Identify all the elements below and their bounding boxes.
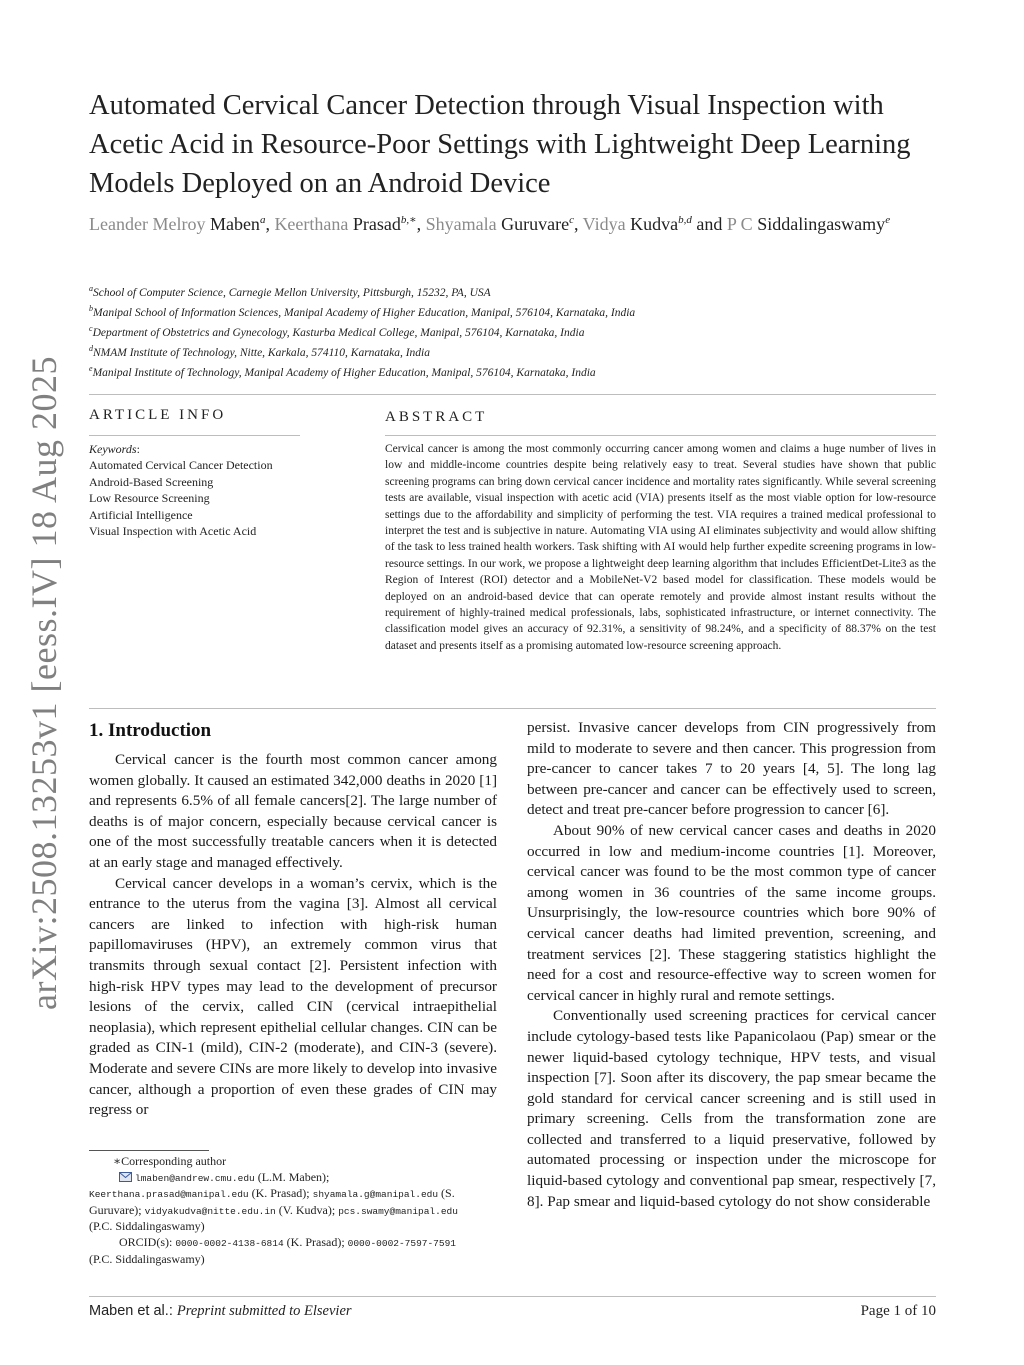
affiliation: $^b$Manipal School of Information Sciences, Manipal Academy of Higher Education, Manipal, 576104, Karnataka, India [89,304,636,319]
author: P C Siddalingaswamy$^e$ [726,214,891,234]
arxiv-side-stamp: arXiv:2508.13253v1 [eess.IV] 18 Aug 2025 [24,356,64,1010]
affiliation: $^c$Department of Obstetrics and Gynecology, Kasturba Medical College, Manipal, 576104, Karnataka, India [89,324,585,339]
email-link[interactable]: shyamala.g@manipal.edu [312,1189,439,1201]
abstract-text: Cervical cancer is among the most commonly occurring cancer among women and claims a huge number of lives in low and middle-income countries despite being relatively easy to treat. Several studies have shown that public screening programs can bring down cervical cancer incidence and mortality rates significantly. While several screening tests are available, visual inspection with acetic acid (VIA) presents itself as the most viable option for low-resource settings due to the affordability and simplicity of performing the test. VIA requires a trained medical professional to interpret the test and is subjective in nature. Automating VIA using AI eliminates subjectivity and would allow shifting of the task to less trained health workers. Task shifting with AI would help further expedite screening programs in low-resource settings. In our work, we propose a lightweight deep learning algorithm that includes EfficientDet-Lite3 as the Region of Interest (ROI) detector and a MobileNet-V2 based model for classification. These models would be deployed on an android-based device that can operate remotely and provide almost instant results without the requirement of highly-trained medical professionals, labs, sophisticated infrastructure, or internet connectivity. The classification model gives an accuracy of 92.31%, a sensitivity of 98.24%, and a specificity of 88.37% on the test dataset and presents itself as a promising automated low-resource screening approach. [385,443,936,652]
body-divider [89,708,936,709]
body-paragraph: About 90% of new cervical cancer cases and deaths in 2020 occurred in low and medium-income countries [1]. Moreover, cervical cancer was found to be the most common type of cancer among women in 36 countries of the same income groups. Unsurprisingly, the low-resource countries which bore 90% of cervical cancer deaths had limited prevention, screening, and treatment services [2]. These staggering statistics highlight the need for a cost and resource-effective way to screen women for cervical cancer in highly rural and remote settings. [527,821,936,1004]
author: Vidya Kudva$^{b,d}$ and [582,214,727,234]
article-info-divider [89,435,300,436]
article-info-heading: ARTICLE INFO [89,407,227,423]
affiliation-list [89,283,949,383]
author: Shyamala Guruvare$^c$, [425,214,583,234]
body-paragraph: Cervical cancer is the fourth most common cancer among women globally. It caused an estimated 342,000 deaths in 2020 [1] and represents 6.5% of all female cancers[2]. The large number of deaths is of major concern, especially because cervical cancer is one of the most successfully treatable cancers when it is detected at an early stage and managed effectively. [89,751,497,871]
footnotes: ∗Corresponding author lmaben@andrew.cmu.edu (L.M. Maben); Keerthana.prasad@manipal.edu (K. Prasad); shyamala.g@manipal.edu (S. Guruvare); vidyakudva@nitte.edu.in (V. Kudva); pcs.swamy@manipal.edu (P.C. Siddalingaswamy) ORCID(s): 0000-0002-4138-6814 (K. Prasad); 0000-0002-7597-7591 (P.C. Siddalingaswamy) [89,1154,499,1267]
email-link[interactable]: Keerthana.prasad@manipal.edu [89,1189,249,1201]
author: Leander Melroy Maben$^a$, [89,214,275,234]
envelope-icon [119,1171,132,1187]
footer-citation: Maben et al.: Preprint submitted to Elsevier [89,1303,352,1319]
keyword: Visual Inspection with Acetic Acid [89,524,257,539]
author-list [89,212,949,236]
body-paragraph: Conventionally used screening practices for cervical cancer include cytology-based tests like Papanicolaou (Pap) smear or the newer liquid-based cytology technique, HPV tests, and visual inspection [7]. Soon after its discovery, the pap smear became the gold standard for cervical cancer screening and is still used in primary screening. Cells from the transformation zone are collected and transferred to a liquid preservative, followed by automated processing or inspection under the microscope for liquid-based cytology and conventional pap smear, respectively [7, 8]. Pap smear and liquid-based cytology do not show considerable [527,1007,936,1210]
email-link[interactable]: pcs.swamy@manipal.edu [338,1205,458,1217]
abstract-heading: ABSTRACT [385,409,488,425]
footer-divider [89,1296,936,1297]
orcid-link[interactable]: 0000-0002-4138-6814 [175,1237,284,1249]
right-column [527,718,936,1212]
keyword: Automated Cervical Cancer Detection [89,458,273,473]
keyword: Low Resource Screening [89,491,210,506]
keywords-label: Keywords [89,442,137,456]
left-column [89,750,497,1121]
keyword: Android-Based Screening [89,474,214,489]
corresponding-author-note: ∗Corresponding author [113,1154,227,1168]
affiliation: $^e$Manipal Institute of Technology, Manipal Academy of Higher Education, Manipal, 576104, Karnataka, India [89,364,596,379]
email-link[interactable]: vidyakudva@nitte.edu.in [144,1205,276,1217]
affiliation: $^d$NMAM Institute of Technology, Nitte, Karkala, 574110, Karnataka, India [89,344,430,359]
keywords-block: Keywords: Automated Cervical Cancer Detection Android-Based Screening Low Resource Screening Artificial Intelligence Visual Inspection with Acetic Acid [89,441,304,539]
body-paragraph: Cervical cancer develops in a woman’s cervix, which is the entrance to the uterus from the vagina [3]. Almost all cervical cancers are linked to infection with high-risk human papillomaviruses (HPV), an extremely common virus that transmits through sexual contact [2]. Persistent infection with high-risk HPV types may lead to the development of precursor lesions of the cervix, called CIN (cervical intraepithelial neoplasia), which represent epithelial cellular changes. CIN can be graded as CIN-1 (mild), CIN-2 (moderate), and CIN-3 (severe). Moderate and severe CINs are more likely to develop into invasive cancer, although a proportion of even these grades of CIN may regress or [89,874,497,1119]
author: Keerthana Prasad$^{b,∗}$, [274,214,426,234]
header-divider [89,394,936,395]
body-paragraph: persist. Invasive cancer develops from CIN progressively from mild to moderate to severe and then cancer. This progression from pre-cancer to cancer takes 7 to 20 years [4, 5]. The long lag between pre-cancer and cancer can be effectively used to screen, detect and treat pre-cancer before progression to cancer [6]. [527,719,936,819]
affiliation: $^a$School of Computer Science, Carnegie Mellon University, Pittsburgh, 15232, PA, USA [89,284,491,299]
section-heading-introduction: 1. Introduction [89,720,212,741]
page-number: Page 1 of 10 [860,1303,936,1319]
footnote-divider [89,1150,209,1151]
paper-title: Automated Cervical Cancer Detection through Visual Inspection with Acetic Acid in Resource-Poor Settings with Lightweight Deep Learning Models Deployed on an Android Device [89,90,911,199]
email-link[interactable]: lmaben@andrew.cmu.edu [135,1172,255,1184]
abstract-divider [385,435,936,436]
keyword: Artificial Intelligence [89,507,193,522]
orcid-link[interactable]: 0000-0002-7597-7591 [347,1237,456,1249]
